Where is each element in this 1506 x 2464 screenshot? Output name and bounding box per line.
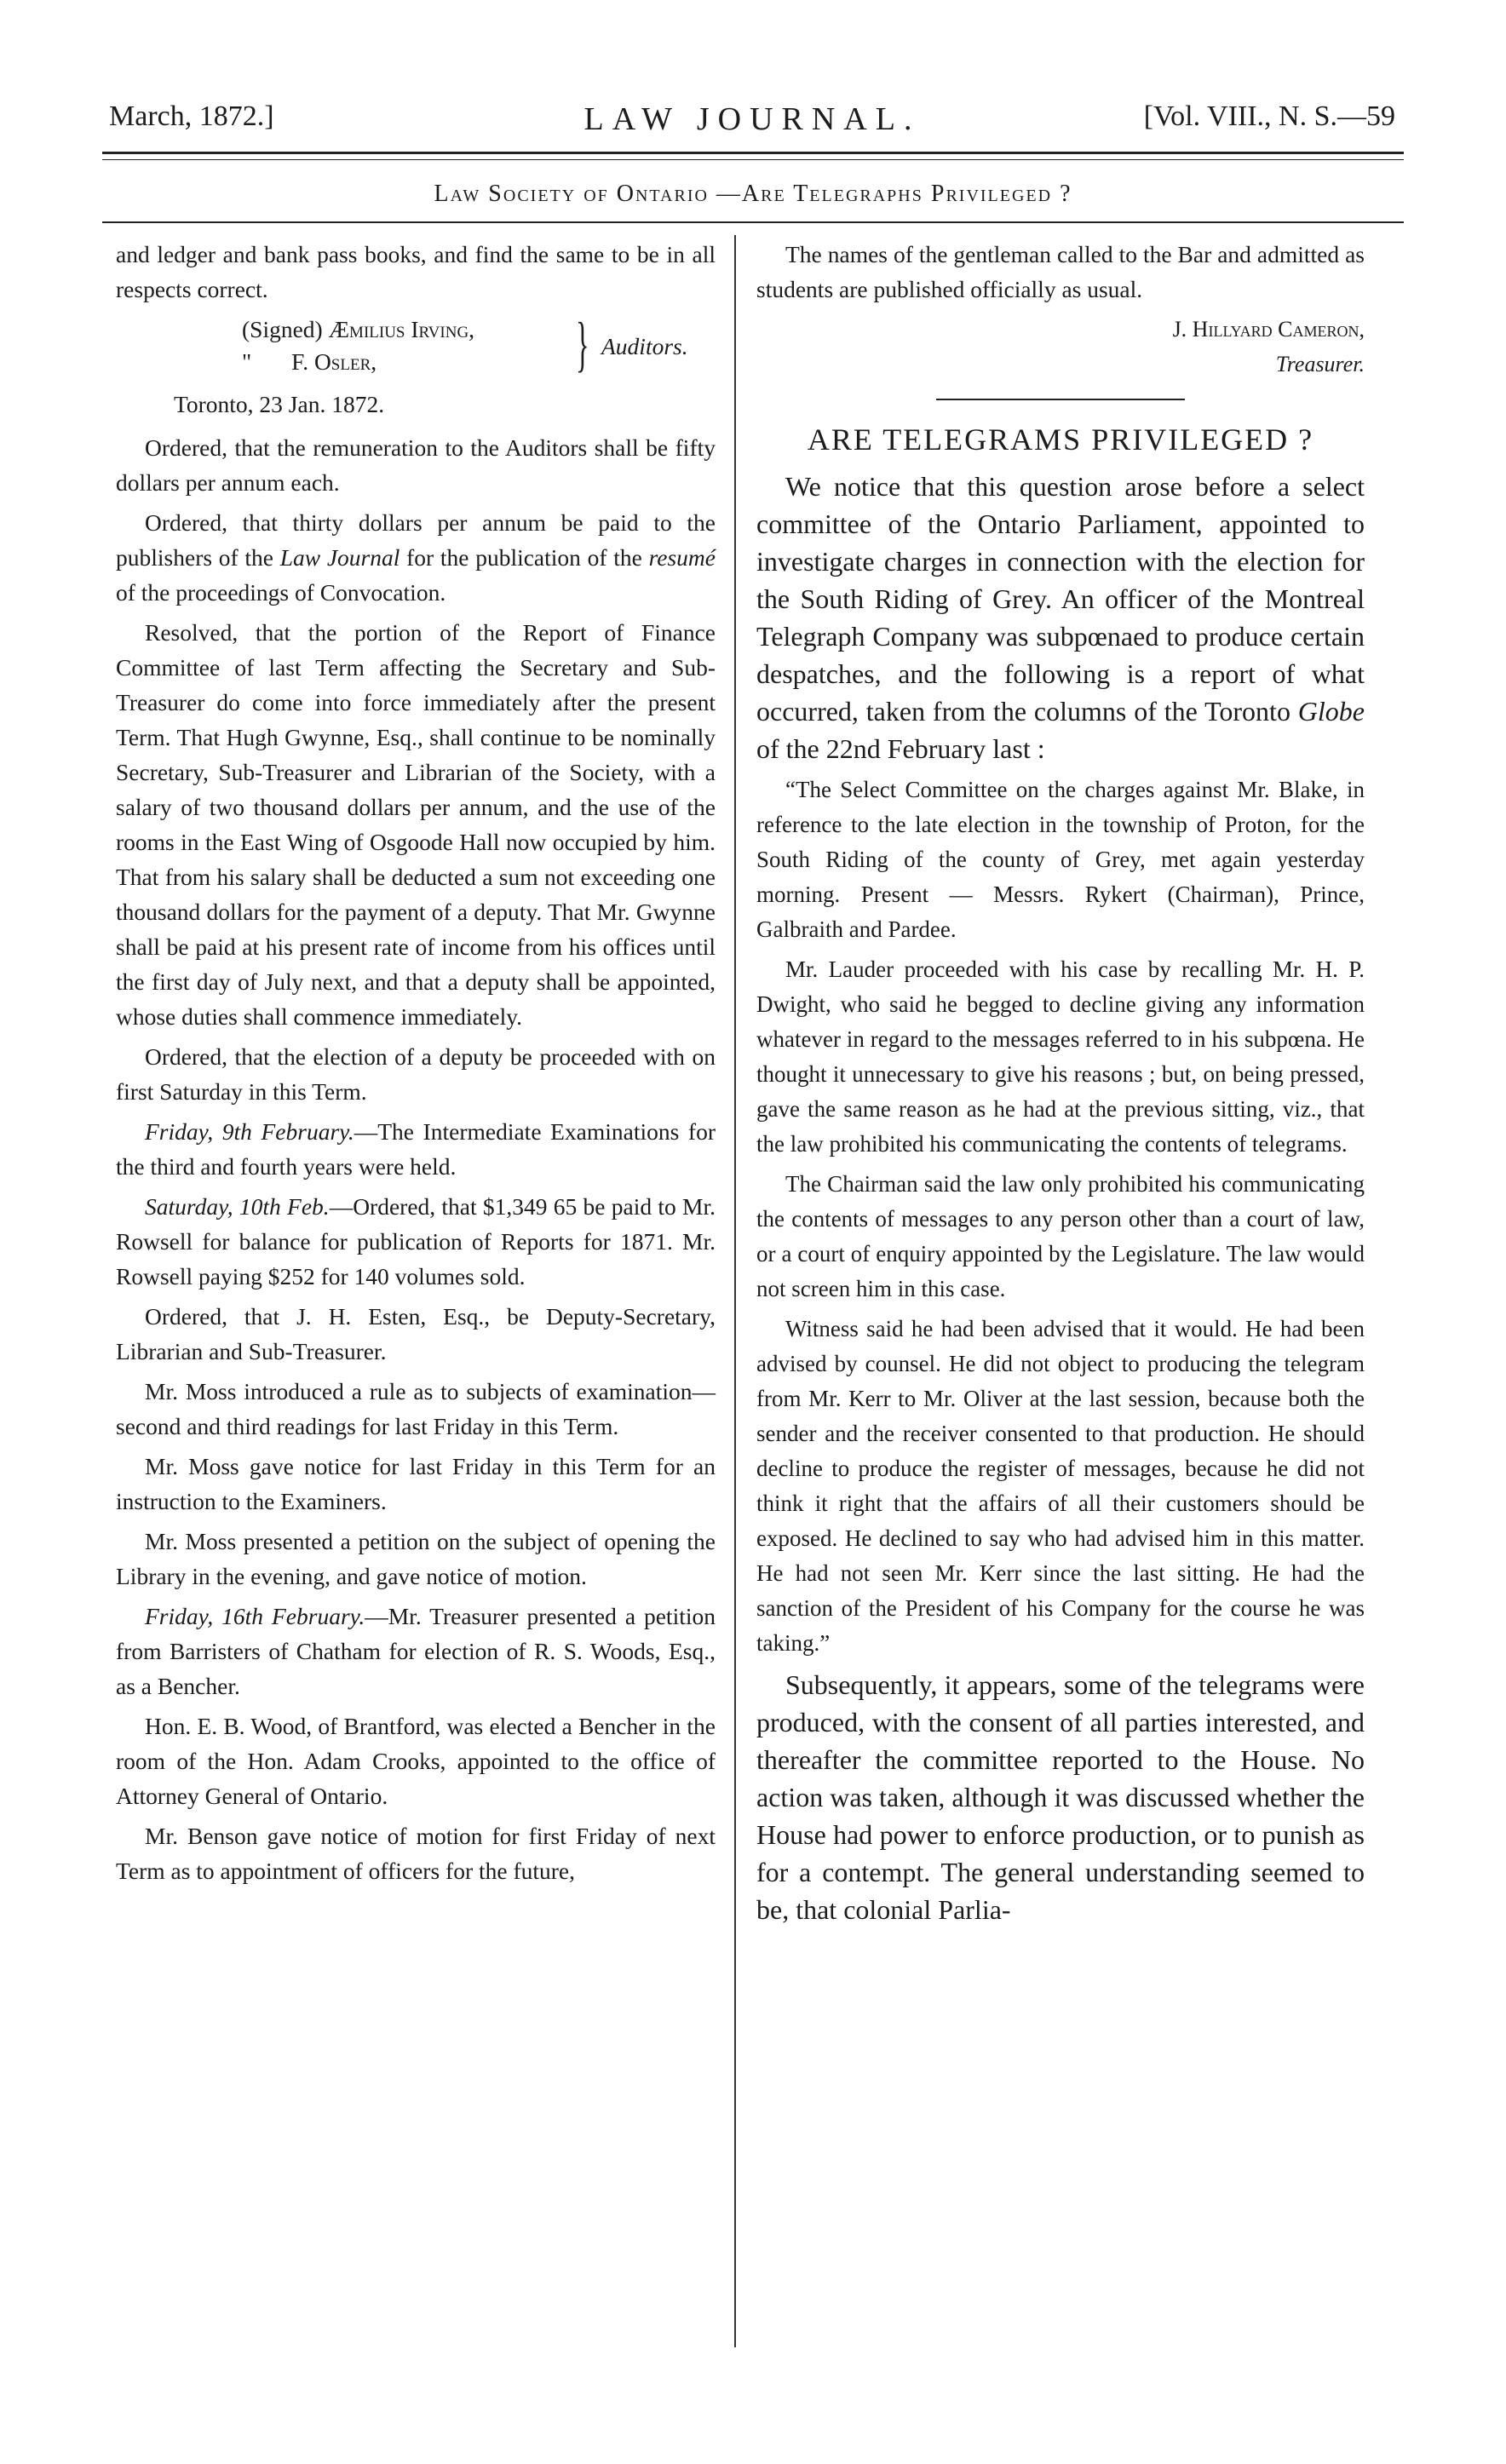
auditor-name: F. Osler, [291, 348, 377, 375]
paragraph: Ordered, that thirty dollars per annum be paid to the publishers of the Law Journal for the publication of the resumé of the proceedings of Convocation. [116, 509, 716, 606]
section-subheader: Law Society of Ontario —Are Telegraphs Privileged ? [434, 181, 1072, 207]
paragraph: Ordered, that the election of a deputy be proceeded with on first Saturday in this Term. [116, 1043, 716, 1105]
paragraph: Ordered, that J. H. Esten, Esq., be Deputy-Secretary, Librarian and Sub-Treasurer. [116, 1303, 716, 1364]
signed-line [242, 344, 376, 379]
paragraph: Friday, 16th February.—Mr. Treasurer presented a petition from Barristers of Chatham for election of R. S. Woods, Esq., as a Bencher. [116, 1603, 716, 1699]
running-head [109, 101, 1395, 148]
quoted-paragraph: Witness said he had been advised that it would. He had been advised by counsel. He did not object to producing the telegram from Mr. Kerr to Mr. Oliver at the last session, because both the sender and the receiver consented to that production. He should decline to produce the register of messages, because he did not think it right that the affairs of all their customers should be exposed. He declined to say who had advised him in this matter. He had not seen Mr. Kerr since the last sitting. He had the sanction of the President of his Company for the course he was taking.” [756, 1316, 1365, 1656]
paragraph: and ledger and bank pass books, and find the same to be in all respects correct. [116, 241, 716, 302]
quoted-paragraph: “The Select Committee on the charges against Mr. Blake, in reference to the late election in the township of Proton, for the South Riding of the county of Grey, met again yesterday morning. Present — Messrs. Rykert (Chairman), Prince, Galbraith and Pardee. [756, 777, 1365, 942]
paragraph: Subsequently, it appears, some of the telegrams were produced, with the consent of all parties interested, and thereafter the committee reported to the House. No action was taken, although it was discussed whether the House had power to enforce production, or to punish as for a contempt. The general understanding seemed to be, that colonial Parlia- [756, 1669, 1365, 1925]
quoted-paragraph: The Chairman said the law only prohibited his communicating the contents of messages to any person other than a court of law, or a court of enquiry appointed by the Legislature. The law would not screen him in this case. [756, 1171, 1365, 1301]
article-title: ARE TELEGRAMS PRIVILEGED ? [807, 422, 1314, 457]
right-column [756, 237, 1365, 1933]
brace-glyph: } [576, 310, 589, 378]
column-divider [734, 235, 736, 2347]
left-column [116, 237, 716, 1893]
entry-date: Friday, 9th February. [145, 1118, 354, 1145]
entry-date: Friday, 16th February. [145, 1603, 365, 1629]
paragraph: Hon. E. B. Wood, of Brantford, was elected a Bencher in the room of the Hon. Adam Crooks, appointed to the office of Attorney General of Ontario. [116, 1713, 716, 1809]
paragraph: Mr. Benson gave notice of motion for first Friday of next Term as to appointment of officers for the future, [116, 1823, 716, 1884]
subheader-rule [102, 221, 1404, 223]
paragraph: Friday, 9th February.—The Intermediate Examinations for the third and fourth years were held. [116, 1118, 716, 1180]
paragraph: Mr. Moss presented a petition on the subject of opening the Library in the evening, and gave notice of motion. [116, 1528, 716, 1589]
paragraph: We notice that this question arose before a select committee of the Ontario Parliament, appointed to investigate charges in connection with the election for the South Riding of Grey. An officer of the Montreal Telegraph Company was subpœnaed to produce certain despatches, and the following is a report of what occurred, taken from the columns of the Toronto Globe of the 22nd February last : [756, 471, 1365, 764]
paragraph: The names of the gentleman called to the Bar and admitted as students are published officially as usual. [756, 241, 1365, 302]
signed-line: (Signed) Æmilius Irving, [242, 316, 475, 342]
treasurer-title: Treasurer. [1275, 352, 1365, 376]
ditto-mark: " [242, 348, 252, 375]
header-double-rule [102, 152, 1404, 160]
header-date: March, 1872.] [109, 101, 274, 132]
section-rule [936, 399, 1185, 400]
paragraph: Mr. Moss introduced a rule as to subjects of examination—second and third readings for last Friday in this Term. [116, 1378, 716, 1439]
paragraph: Mr. Moss gave notice for last Friday in this Term for an instruction to the Examiners. [116, 1453, 716, 1514]
paragraph: Saturday, 10th Feb.—Ordered, that $1,349 65 be paid to Mr. Rowsell for balance for publication of Reports for 1871. Mr. Rowsell paying $252 for 140 volumes sold. [116, 1193, 716, 1289]
journal-title: LAW JOURNAL. [583, 101, 921, 137]
auditors-signature-block [116, 312, 716, 383]
volume-page-number: [Vol. VIII., N. S.—59 [1143, 101, 1395, 132]
paragraph: Ordered, that the remuneration to the Auditors shall be fifty dollars per annum each. [116, 434, 716, 496]
newspaper-name: Globe [1297, 696, 1365, 727]
dateline: Toronto, 23 Jan. 1872. [174, 391, 385, 417]
paragraph: Resolved, that the portion of the Report of Finance Committee of last Term affecting the Secretary and Sub-Treasurer do come into force immediately after the present Term. That Hugh Gwynne, Esq., shall continue to be nominally Secretary, Sub-Treasurer and Librarian of the Society, with a salary of two thousand dollars per annum, and the use of the rooms in the East Wing of Osgoode Hall now occupied by him. That from his salary shall be deducted a sum not exceeding one thousand dollars for the payment of a deputy. That Mr. Gwynne shall be paid at his present rate of income from his offices until the first day of July next, and that a deputy shall be appointed, whose duties shall commence immediately. [116, 619, 716, 1030]
quoted-paragraph: Mr. Lauder proceeded with his case by recalling Mr. H. P. Dwight, who said he begged to decline giving any information whatever in regard to the messages referred to in his subpœna. He thought it unnecessary to give his reasons ; but, on being pressed, gave the same reason as he had at the previous sitting, viz., that the law prohibited his communicating the contents of telegrams. [756, 956, 1365, 1157]
treasurer-name: J. Hillyard Cameron, [1172, 317, 1365, 342]
auditors-label: Auditors. [601, 333, 688, 359]
auditor-name: Æmilius Irving, [328, 316, 475, 342]
entry-date: Saturday, 10th Feb. [145, 1193, 330, 1220]
journal-name: Law Journal [279, 544, 400, 571]
